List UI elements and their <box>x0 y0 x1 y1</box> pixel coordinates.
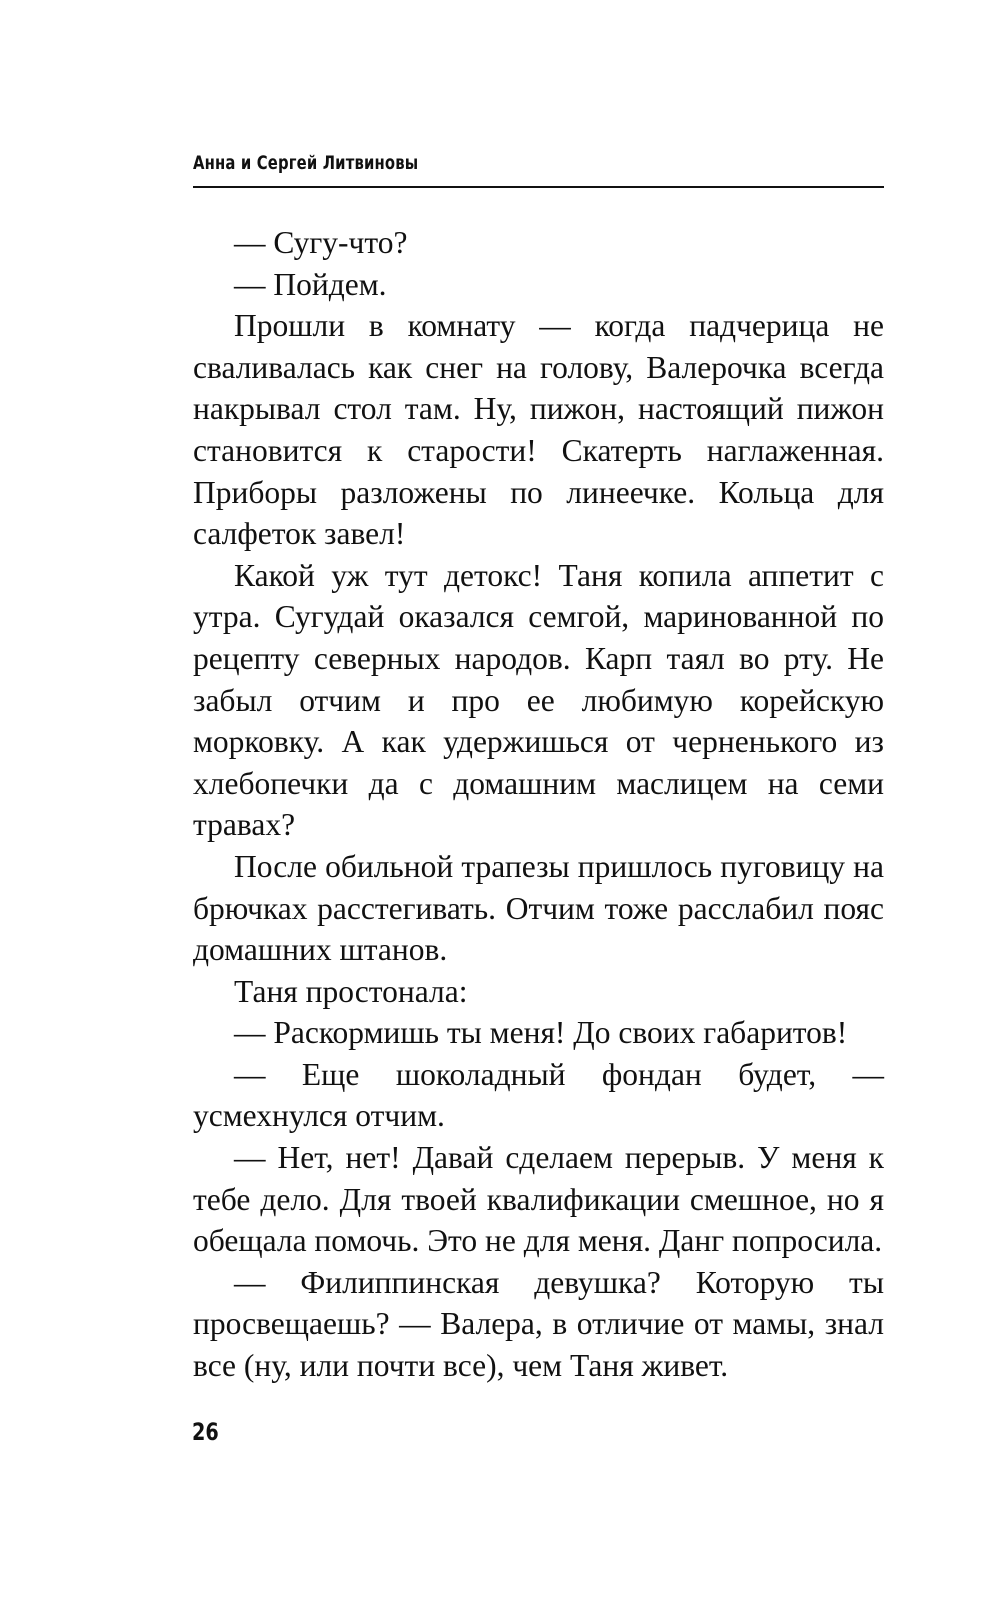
paragraph: Какой уж тут детокс! Таня копила аппетит с утра. Сугудай оказался семгой, маринованной по рецепту северных народов. Карп таял во рту. Не забыл отчим и про ее любимую корейскую морковку. А как удержишься от черненького из хлебопечки да с домашним маслицем на семи травах? <box>193 557 884 843</box>
paragraph: Таня простонала: <box>234 973 468 1009</box>
paragraph: — Раскормишь ты меня! До своих габаритов! <box>234 1015 848 1051</box>
page-number: 26 <box>192 1418 219 1446</box>
paragraph: Прошли в комнату — когда падчерица не сваливалась как снег на голову, Валерочка всегда накрывал стол там. Ну, пижон, настоящий пижон становится к старости! Скатерть наглаженная. Приборы разложены по линеечке. Кольца для салфеток завел! <box>193 308 884 552</box>
paragraph: — Пойдем. <box>234 266 387 302</box>
running-header <box>193 152 884 188</box>
paragraph: — Еще шоколадный фондан будет, — усмехнулся отчим. <box>193 1056 884 1134</box>
paragraph: — Сугу-что? <box>234 225 408 260</box>
paragraph: — Филиппинская девушка? Которую ты просвещаешь? — Валера, в отличие от мамы, знал все (ну, или почти все), чем Таня живет. <box>193 1264 884 1384</box>
running-title: Анна и Сергей Литвиновы <box>193 152 419 174</box>
paragraph: После обильной трапезы пришлось пуговицу на брючках расстегивать. Отчим тоже расслабил пояс домашних штанов. <box>193 848 884 968</box>
paragraph: — Нет, нет! Давай сделаем перерыв. У меня к тебе дело. Для твоей квалификации смешное, но я обещала помочь. Это не для меня. Данг попросила. <box>193 1140 884 1259</box>
page-body <box>193 222 884 1387</box>
